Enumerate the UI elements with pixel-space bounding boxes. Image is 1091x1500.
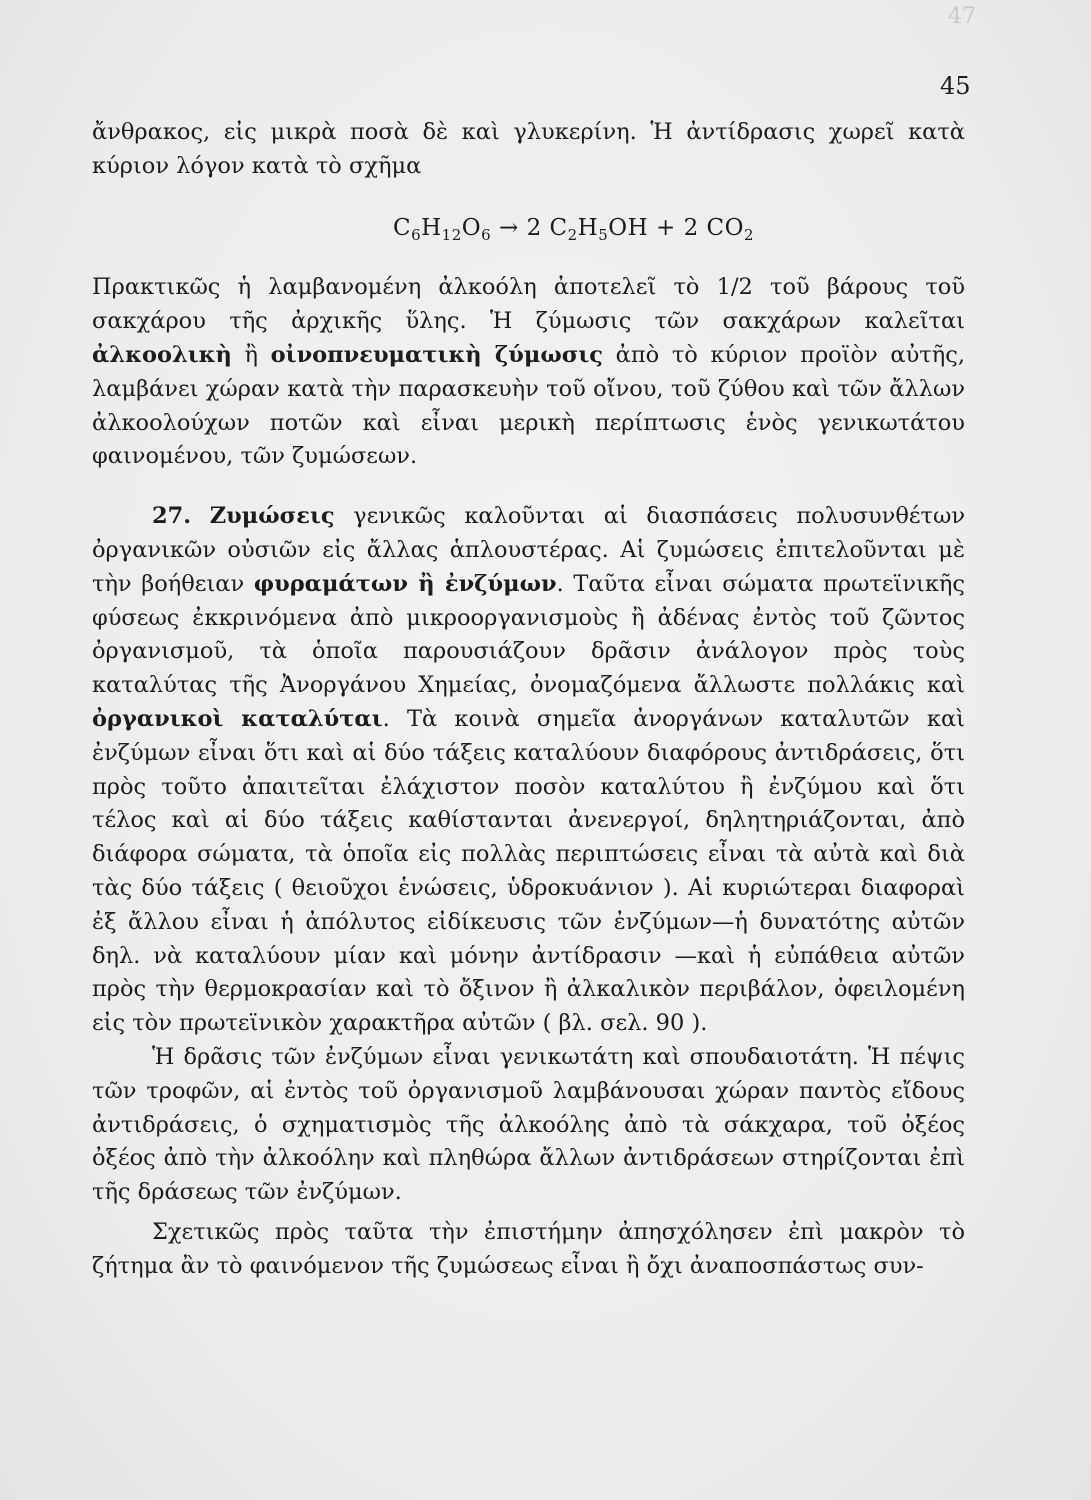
- term-spirituous-fermentation: οἰνοπνευματικὴ ζύμωσις: [270, 341, 603, 368]
- paragraph-continuation: ἄνθρακος, εἰς μικρὰ ποσὰ δὲ καὶ γλυκερίνη. Ἡ ἀντίδρασις χωρεῖ κατὰ κύριον λόγον κατὰ τὸ σχῆμα: [92, 119, 965, 179]
- bleed-through-page-number: 47: [948, 4, 976, 29]
- chemical-equation: $C_6H_{12}O_6 \to 2$ $C_2H_5OH + 2$ $CO_2$: [392, 214, 755, 244]
- term-organic-catalysts: ὀργανικοὶ καταλύται: [92, 705, 383, 732]
- paragraph-section-27: 27. Ζυμώσεις γενικῶς καλοῦνται αἱ διασπάσεις πολυσυνθέτων ὀργανικῶν οὐσιῶν εἰς ἄλλας ἁπλουστέρας. Αἱ ζυμώσεις ἐπιτελοῦνται μὲ τὴν βοήθειαν φυραμάτων ἢ ἐνζύμων. Ταῦτα εἶναι σώματα πρωτεϊνικῆς φύσεως ἐκκρινόμενα ἀπὸ μικροοργανισμοὺς ἢ ἀδένας ἐντὸς τοῦ ζῶντος ὀργανισμοῦ, τὰ ὁποῖα παρουσιάζουν δρᾶσιν ἀνάλογον πρὸς τοὺς καταλύτας τῆς Ἀνοργάνου Χημείας, ὀνομαζόμενα ἄλλωστε πολλάκις καὶ ὀργανικοὶ καταλύται. Τὰ κοινὰ σημεῖα ἀνοργάνων καταλυτῶν καὶ ἐνζύμων εἶναι ὅτι καὶ αἱ δύο τάξεις καταλύουν διαφόρους ἀντιδράσεις, ὅτι πρὸς τοῦτο ἀπαιτεῖται ἐλάχιστον ποσὸν καταλύτου ἢ ἐνζύμου καὶ ὅτι τέλος καὶ αἱ δύο τάξεις καθίστανται ἀνενεργοί, δηλητηριάζονται, ἀπὸ διάφορα σώματα, τὰ ὁποῖα εἰς πολλὰς περιπτώσεις εἶναι τὰ αὐτὰ καὶ διὰ τὰς δύο τάξεις ( θειοῦχοι ἑνώσεις, ὑδροκυάνιον ). Αἱ κυριώτεραι διαφοραὶ ἐξ ἄλλου εἶναι ἡ ἀπόλυτος εἰδίκευσις τῶν ἐνζύμων—ἡ δυνατότης αὐτῶν δηλ. νὰ καταλύουν μίαν καὶ μόνην ἀντίδρασιν —καὶ ἡ εὐπάθεια αὐτῶν πρὸς τὴν θερμοκρασίαν καὶ τὸ ὄξινον ἢ ἀλκαλικὸν περιβάλον, ὀφειλομένη εἰς τὸν πρωτεϊνικὸν χαρακτῆρα αὐτῶν ( βλ. σελ. 90 ).: [92, 503, 965, 1037]
- term-fermentations: Ζυμώσεις: [209, 503, 335, 530]
- term-alcoholic: ἀλκοολικὴ: [92, 341, 232, 368]
- paragraph-closing: Σχετικῶς πρὸς ταῦτα τὴν ἐπιστήμην ἀπησχόλησεν ἐπὶ μακρὸν τὸ ζήτημα ἂν τὸ φαινόμενον τῆς ζυμώσεως εἶναι ἢ ὄχι ἀναποσπάστως συν-: [92, 1218, 965, 1279]
- term-ferments-enzymes: φυραμάτων ἢ ἐνζύμων: [253, 570, 557, 597]
- reaction-arrow: → 2: [491, 214, 550, 241]
- page-number: 45: [940, 72, 971, 100]
- section-number: 27.: [152, 503, 192, 530]
- paragraph-enzyme-action: Ἡ δρᾶσις τῶν ἐνζύμων εἶναι γενικωτάτη καὶ σπουδαιοτάτη. Ἡ πέψις τῶν τροφῶν, αἱ ἐντὸς τοῦ ὀργανισμοῦ λαμβάνουσαι χώραν παντὸς εἴδους ἀντιδράσεις, ὁ σχηματισμὸς τῆς ἀλκοόλης ἀπὸ τὰ σάκχαρα, τοῦ ὀξέος ὀξέος ἀπὸ τὴν ἀλκοόλην καὶ πληθώρα ἄλλων ἀντιδράσεων στηρίζονται ἐπὶ τῆς δράσεως τῶν ἐνζύμων.: [92, 1043, 965, 1206]
- paragraph-alcoholic-fermentation: Πρακτικῶς ἡ λαμβανομένη ἀλκοόλη ἀποτελεῖ τὸ 1/2 τοῦ βάρους τοῦ σακχάρου τῆς ἀρχικῆς ὕλης. Ἡ ζύμωσις τῶν σακχάρων καλεῖται ἀλκοολικὴ ἢ οἰνοπνευματικὴ ζύμωσις ἀπὸ τὸ κύριον προϊὸν αὐτῆς, λαμβάνει χώραν κατὰ τὴν παρασκευὴν τοῦ οἴνου, τοῦ ζύθου καὶ τῶν ἄλλων ἀλκοολούχων ποτῶν καὶ εἶναι μερικὴ περίπτωσις ἑνὸς γενικωτάτου φαινομένου, τῶν ζυμώσεων.: [92, 274, 965, 470]
- body-text: [92, 116, 965, 1284]
